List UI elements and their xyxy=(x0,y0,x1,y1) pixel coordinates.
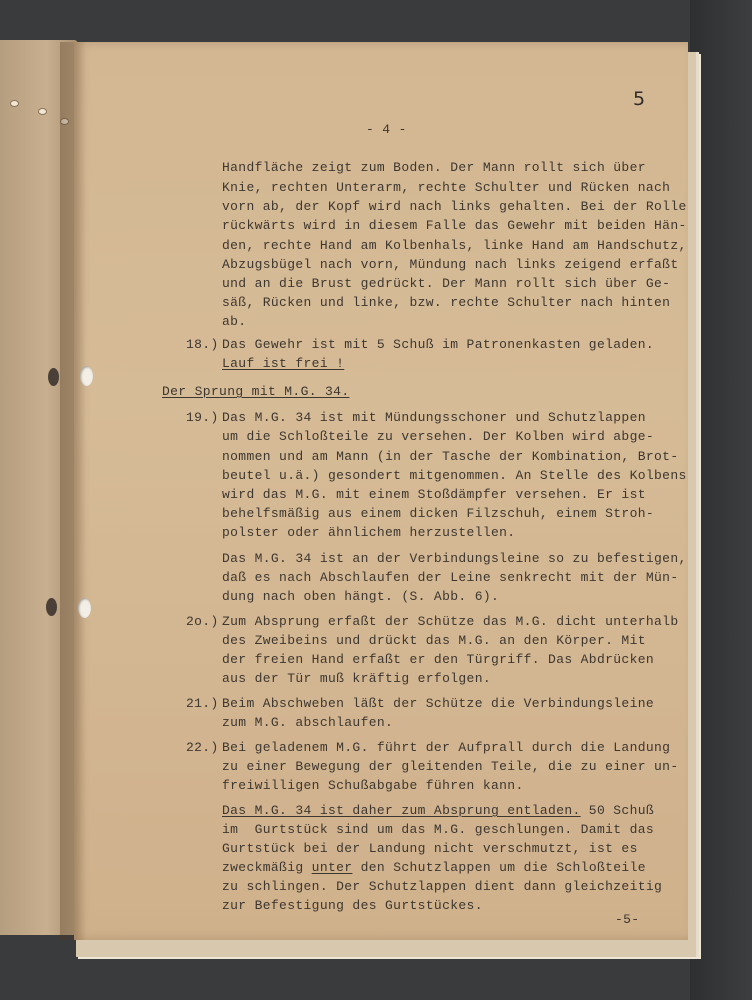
text-line: zu einer Bewegung der gleitenden Teile, die zu einer un- xyxy=(222,759,679,774)
gutter-shadow xyxy=(60,42,86,940)
text-line: vorn ab, der Kopf wird nach links gehalten. Bei der Rolle xyxy=(222,199,687,214)
binding-stitch xyxy=(38,108,47,115)
text-line: wird das M.G. mit einem Stoßdämpfer versehen. Er ist xyxy=(222,487,646,502)
text-line: dung nach oben hängt. (S. Abb. 6). xyxy=(222,589,500,604)
item-number: 22.) xyxy=(186,740,219,755)
text-line: des Zweibeins und drückt das M.G. an den Körper. Mit xyxy=(222,633,646,648)
text-line: den, rechte Hand am Kolbenhals, linke Hand am Handschutz, xyxy=(222,238,687,253)
punch-hole xyxy=(80,366,93,386)
page-corner-number: 5 xyxy=(633,88,646,110)
text-line: beutel u.ä.) gesondert mitgenommen. An Stelle des Kolbens xyxy=(222,468,687,483)
text-line: aus der Tür muß kräftig erfolgen. xyxy=(222,671,491,686)
text-line: daß es nach Abschlaufen der Leine senkrecht mit der Mün- xyxy=(222,570,679,585)
text-line: zu schlingen. Der Schutzlappen dient dann gleichzeitig xyxy=(222,879,663,894)
item-number: 19.) xyxy=(186,410,219,425)
text-line: zum M.G. abschlaufen. xyxy=(222,715,394,730)
text-line: behelfsmäßig aus einem dicken Filzschuh, einem Stroh- xyxy=(222,506,655,521)
text-line: Beim Abschweben läßt der Schütze die Verbindungsleine xyxy=(222,696,655,711)
text-line: und an die Brust gedrückt. Der Mann rollt sich über Ge- xyxy=(222,276,671,291)
text-line: säß, Rücken und linke, bzw. rechte Schulter nach hinten xyxy=(222,295,671,310)
text-line: freiwilligen Schußabgabe führen kann. xyxy=(222,778,524,793)
text-fragment: zweckmäßig xyxy=(222,860,312,875)
emphasis-underlined: unter xyxy=(311,860,353,875)
text-line: Das M.G. 34 ist mit Mündungsschoner und Schutzlappen xyxy=(222,410,646,425)
text-fragment: den Schutzlappen um die Schloßteile xyxy=(352,860,646,875)
binding-stitch xyxy=(10,100,19,107)
text-line: der freien Hand erfaßt er den Türgriff. Das Abdrücken xyxy=(222,652,655,667)
text-line: Das Gewehr ist mit 5 Schuß im Patronenkasten geladen. xyxy=(222,337,655,352)
text-line: Gurtstück bei der Landung nicht verschmutzt, ist es xyxy=(222,841,638,856)
text-line xyxy=(222,803,654,818)
background xyxy=(690,0,752,1000)
text-line-underlined: Lauf ist frei ! xyxy=(222,356,345,371)
page-label: - 4 - xyxy=(366,122,407,137)
punch-hole xyxy=(46,598,57,616)
text-line: Knie, rechten Unterarm, rechte Schulter und Rücken nach xyxy=(222,180,671,195)
punch-hole xyxy=(48,368,59,386)
punch-hole xyxy=(78,598,91,618)
item-number: 18.) xyxy=(186,337,219,352)
item-number: 21.) xyxy=(186,696,219,711)
text-line: Bei geladenem M.G. führt der Aufprall durch die Landung xyxy=(222,740,671,755)
text-line: nommen und am Mann (in der Tasche der Kombination, Brot- xyxy=(222,449,679,464)
text-line: rückwärts wird in diesem Falle das Gewehr mit beiden Hän- xyxy=(222,218,687,233)
text-line: Zum Absprung erfaßt der Schütze das M.G. dicht unterhalb xyxy=(222,614,679,629)
text-line: ab. xyxy=(222,314,247,329)
emphasis-underlined: Das M.G. 34 ist daher zum Absprung entladen. xyxy=(222,803,581,818)
page-continuation: -5- xyxy=(615,912,640,927)
text-line: im Gurtstück sind um das M.G. geschlungen. Damit das xyxy=(222,822,655,837)
text-line: Das M.G. 34 ist an der Verbindungsleine so zu befestigen, xyxy=(222,551,687,566)
text-line xyxy=(222,860,646,875)
text-line: polster oder ähnlichem herzustellen. xyxy=(222,525,516,540)
section-heading: Der Sprung mit M.G. 34. xyxy=(162,384,350,399)
text-line: zur Befestigung des Gurtstückes. xyxy=(222,898,483,913)
item-number: 2o.) xyxy=(186,614,219,629)
text-line: Abzugsbügel nach vorn, Mündung nach links zeigend erfaßt xyxy=(222,257,679,272)
text-line: Handfläche zeigt zum Boden. Der Mann rollt sich über xyxy=(222,160,646,175)
text-line: um die Schloßteile zu versehen. Der Kolben wird abge- xyxy=(222,429,655,444)
text-fragment: 50 Schuß xyxy=(580,803,655,818)
